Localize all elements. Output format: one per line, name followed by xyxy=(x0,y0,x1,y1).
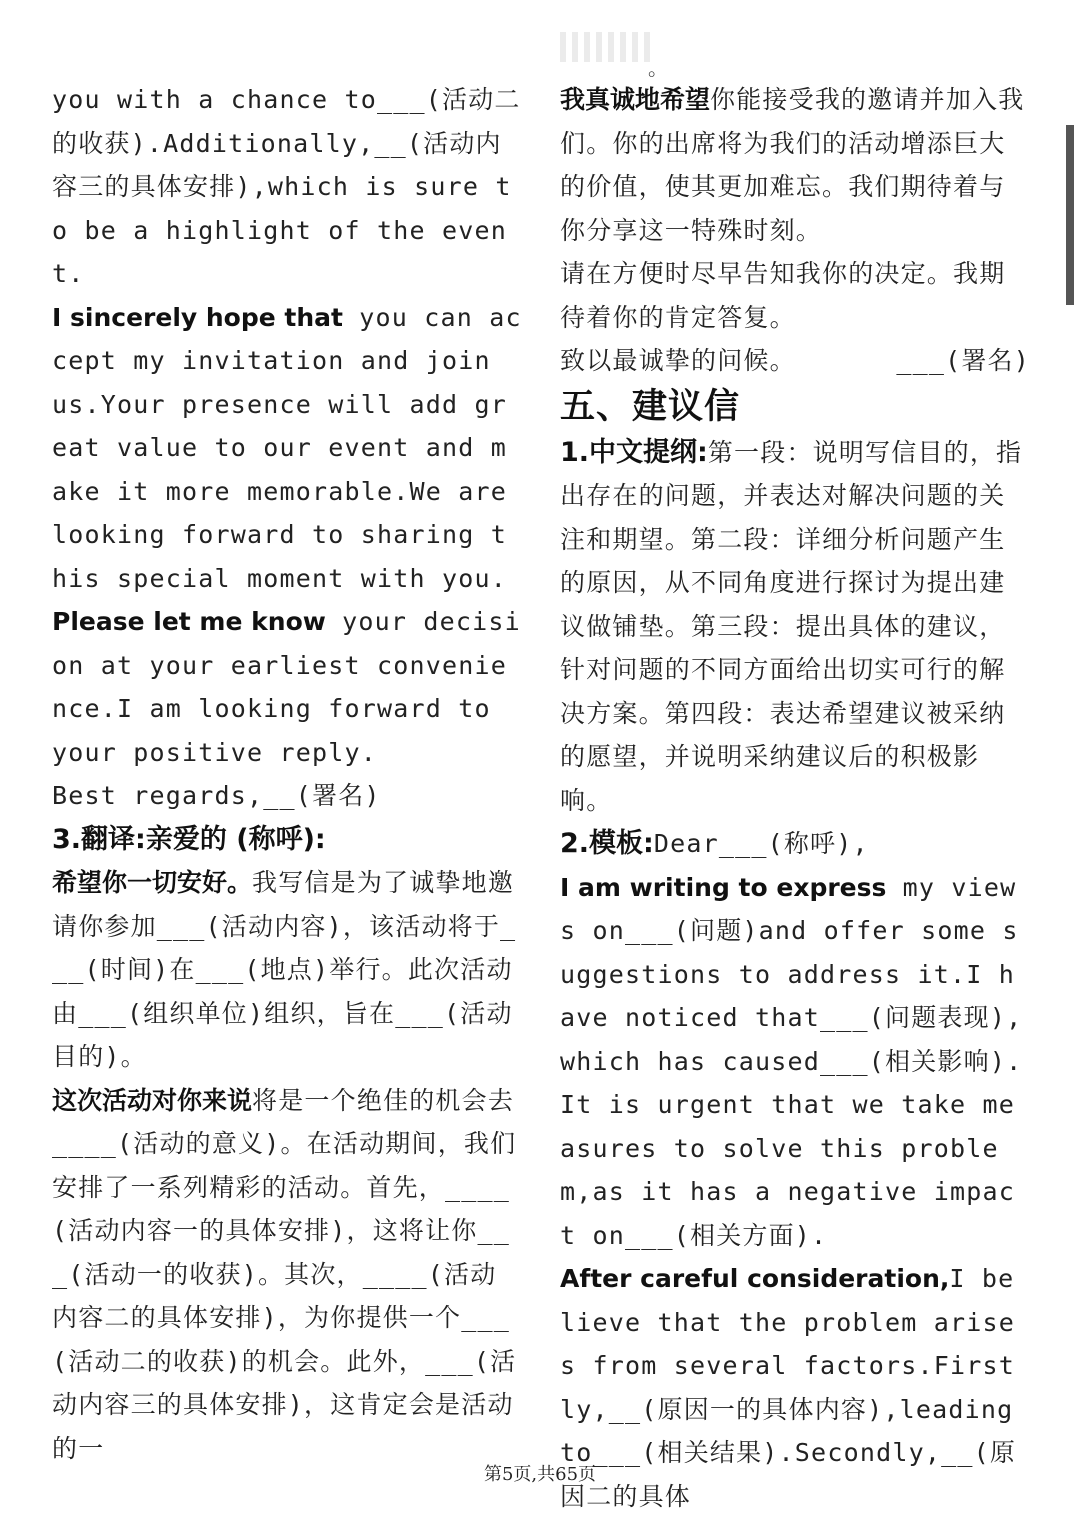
paragraph-text: 第一段：说明写信目的，指出存在的问题，并表达对解决问题的关注和期望。第二段：详细分析问题产生的原因，从不同角度进行探讨为提出建议做铺垫。第三段：提出具体的建议，针对问题的不同方面给出切实可行的解决方案。第四段：表达希望建议被采纳的愿望，并说明采纳建议后的积极影响。 xyxy=(560,437,1023,815)
bold-phrase: 我真诚地希望 xyxy=(560,85,711,114)
bold-phrase: I sincerely hope that xyxy=(52,302,343,332)
right-paragraph-1 xyxy=(560,78,1030,252)
right-paragraph-2: 请在方便时尽早告知我你的决定。我期待着你的肯定答复。 xyxy=(560,259,1006,332)
paragraph-text: I believe that the problem arises from several factors.Firstly,__(原因一的具体内容),leading to___(相关结果).Secondly,__(原因二的具体 xyxy=(560,1264,1017,1511)
right-column xyxy=(560,78,1030,1518)
top-punctuation: 。 xyxy=(648,56,668,80)
paragraph-text: 你能接受我的邀请并加入我们。你的出席将为我们的活动增添巨大的价值，使其更加难忘。我们期待着与你分享这一特殊时刻。 xyxy=(560,85,1025,245)
bold-phrase: 1.中文提纲: xyxy=(560,436,708,468)
right-paragraph-express xyxy=(560,866,1030,1258)
scan-artifact xyxy=(560,32,650,62)
paragraph-text: my views on___(问题)and offer some suggestions to address it.I have noticed that___(问题表现),which has caused___(相关影响).It is urgent that we take measures to solve this problem,as it has a negative impact on___(相关方面). xyxy=(560,872,1023,1250)
bold-phrase: I am writing to express xyxy=(560,872,887,902)
bold-phrase: 这次活动对你来说 xyxy=(52,1085,253,1115)
left-paragraph-5 xyxy=(52,861,522,1079)
paragraph-text: you can accept my invitation and join us.Your presence will add great value to our event and make it more memorable.We are looking forward to sharing this special moment with you. xyxy=(52,302,522,593)
paragraph-text: your decision at your earliest convenience.I am looking forward to your positive reply. xyxy=(52,607,521,767)
right-closing-line xyxy=(560,339,1030,383)
right-paragraph-template xyxy=(560,822,1030,866)
left-paragraph-2 xyxy=(52,296,522,601)
paragraph-text: 我写信是为了诚挚地邀请你参加___(活动内容)，该活动将于___(时间)在___(地点)举行。此次活动由___(组织单位)组织，旨在___(活动目的)。 xyxy=(52,868,517,1071)
left-paragraph-1: you with a chance to___(活动二的收获).Additionally,__(活动内容三的具体安排),which is sure to be a highlight of the event. xyxy=(52,85,521,288)
right-paragraph-outline xyxy=(560,431,1030,823)
page-edge-mark xyxy=(1066,125,1074,305)
left-column xyxy=(52,78,522,1470)
bold-phrase: 2.模板: xyxy=(560,828,654,859)
section-heading-suggestion-letter: 五、建议信 xyxy=(560,386,741,427)
bold-phrase: After careful consideration, xyxy=(560,1264,950,1293)
bold-phrase: Please let me know xyxy=(52,607,326,636)
closing-text: 致以最诚挚的问候。 xyxy=(560,346,796,375)
page-number: 第5页,共65页 xyxy=(483,1464,597,1485)
paragraph-text: Dear___(称呼), xyxy=(653,829,869,858)
left-paragraph-3 xyxy=(52,600,522,774)
closing-line: Best regards,__(署名) xyxy=(52,781,381,810)
section-heading-translation: 3.翻译:亲爱的 (称呼): xyxy=(52,823,326,855)
left-paragraph-6 xyxy=(52,1079,522,1471)
bold-phrase: 希望你一切安好。 xyxy=(52,868,253,897)
paragraph-text: 将是一个绝佳的机会去____(活动的意义)。在活动期间，我们安排了一系列精彩的活动。首先，____(活动内容一的具体安排)，这将让你___(活动一的收获)。其次，____(活动内容二的具体安排)，为你提供一个___(活动二的收获)的机会。此外，___(活动内容三的具体安排)，这肯定会是活动的一 xyxy=(52,1085,517,1463)
signature-blank: ___(署名) xyxy=(896,346,1030,375)
